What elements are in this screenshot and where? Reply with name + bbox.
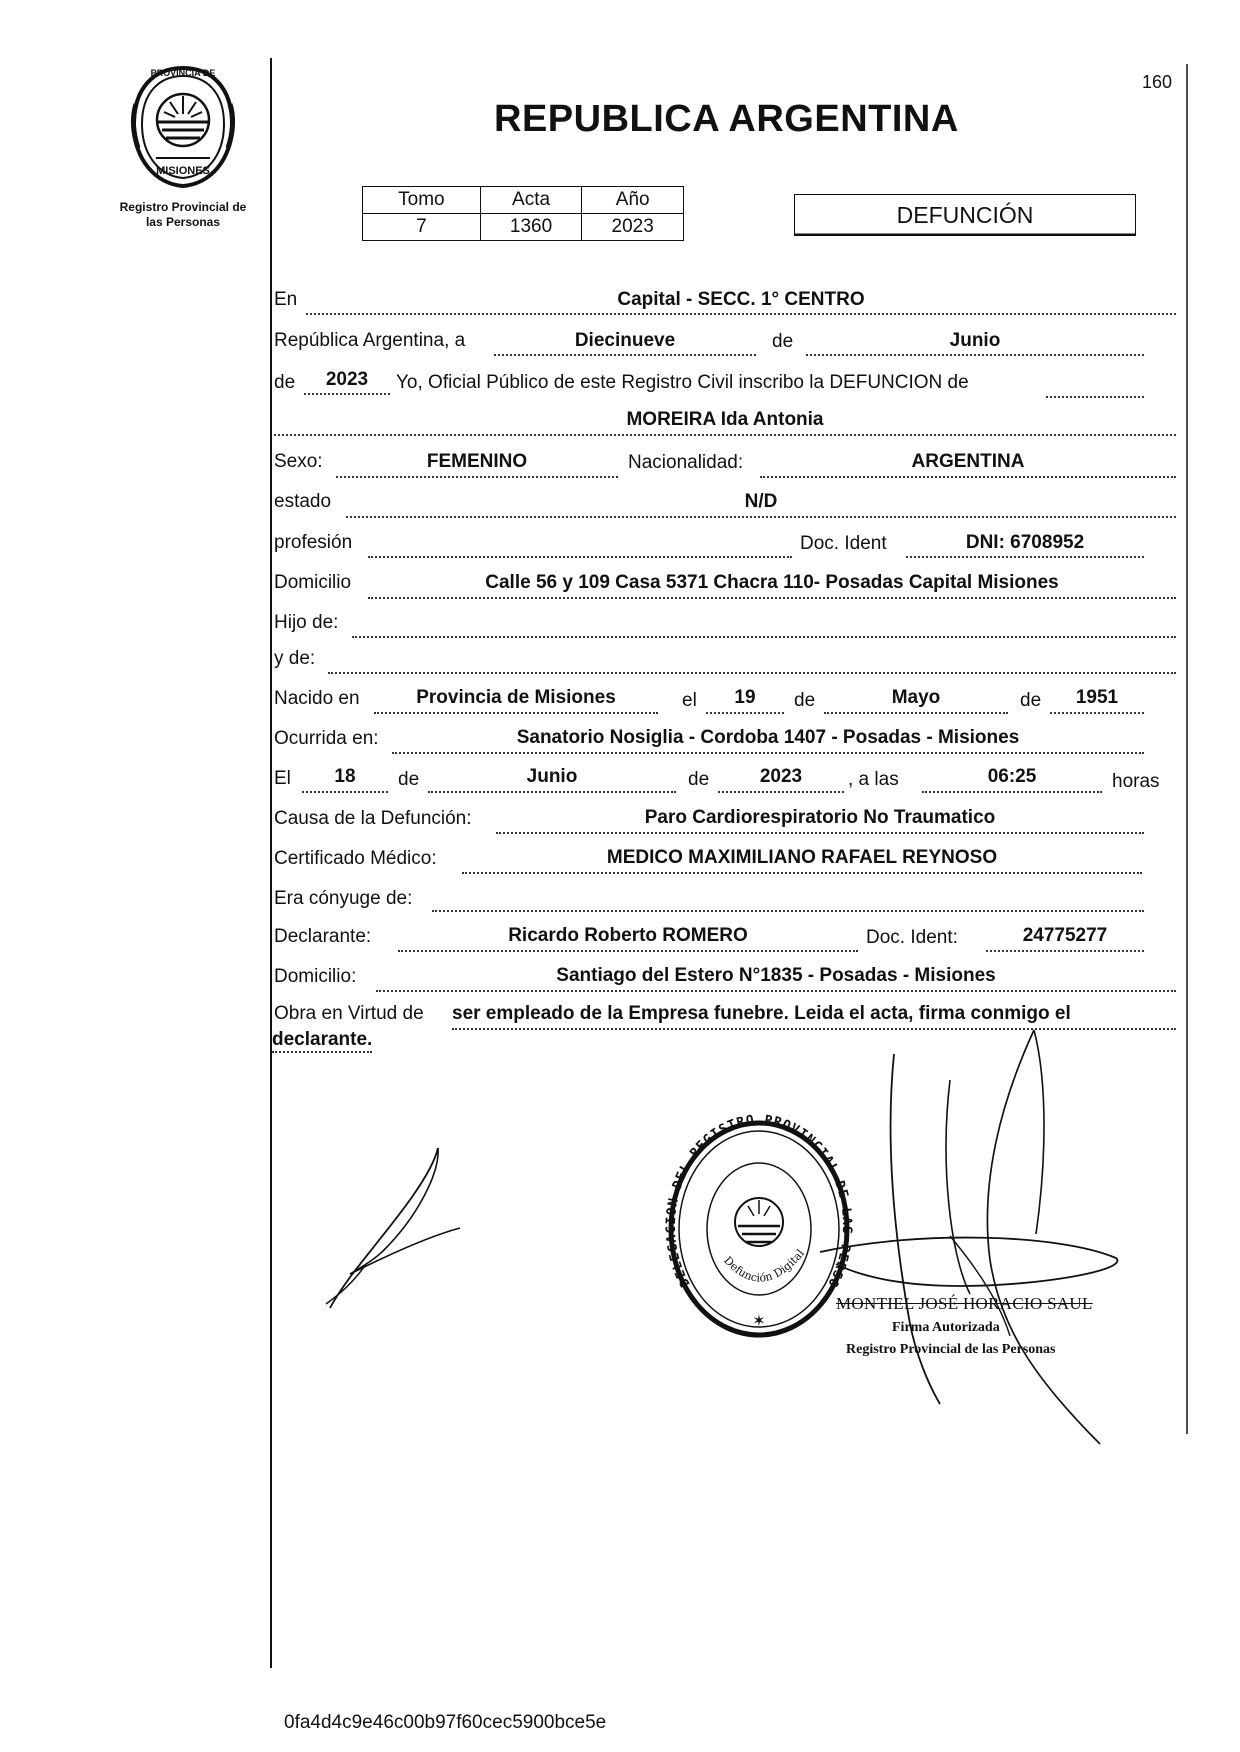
certificado-dotline: [462, 872, 1142, 874]
document-type-box: [794, 194, 1136, 236]
obra-value: ser empleado de la Empresa funebre. Leida el acta, firma conmigo el: [452, 1003, 1071, 1024]
death-el-label: El: [274, 768, 291, 789]
estado-value: N/D: [744, 491, 778, 512]
svg-text:✶: ✶: [752, 1311, 766, 1330]
death-month: Junio: [526, 766, 578, 787]
birth-month: Mayo: [891, 687, 941, 708]
declarante-value: Ricardo Roberto ROMERO: [508, 925, 748, 946]
nacionalidad-value: ARGENTINA: [911, 451, 1025, 472]
birth-day: 19: [734, 687, 756, 708]
profesion-dotline: [368, 556, 792, 558]
en-dotline: [306, 313, 1176, 315]
birth-day-dotline: [706, 712, 784, 714]
authorizing-signature: [800, 1024, 1140, 1464]
en-value: Capital - SECC. 1° CENTRO: [617, 289, 865, 310]
ocurrida-value: Sanatorio Nosiglia - Cordoba 1407 - Posadas - Misiones: [516, 727, 1020, 748]
nacionalidad-label: Nacionalidad:: [628, 452, 744, 473]
yo-text: Yo, Oficial Público de este Registro Civil inscribo la DEFUNCION de: [396, 372, 969, 393]
page-number: 160: [1142, 72, 1173, 92]
causa-value: Paro Cardiorespiratorio No Traumatico: [644, 807, 996, 828]
death-year: 2023: [759, 766, 803, 787]
stamp-emblem-icon: [735, 1198, 783, 1246]
stamp-ring-text: DELEGACION DEL REGISTRO PROVINCIAL DE LAS PERSO: [664, 1114, 854, 1291]
causa-label: Causa de la Defunción:: [274, 808, 472, 829]
certificado-value: MEDICO MAXIMILIANO RAFAEL REYNOSO: [606, 847, 998, 868]
declarant-signature: [320, 1144, 470, 1314]
birth-month-dotline: [824, 712, 1008, 714]
doc-ident-label: Doc. Ident: [800, 533, 887, 554]
domicilio-value: Calle 56 y 109 Casa 5371 Chacra 110- Posadas Capital Misiones: [485, 572, 1059, 593]
registry-caption: [98, 200, 268, 230]
decl-dom-dotline: [376, 990, 1176, 992]
birth-el-label: el: [682, 690, 697, 711]
declarante-dotline: [398, 950, 858, 952]
death-year-dotline: [718, 791, 844, 793]
alas-label: , a las: [848, 769, 899, 790]
seal-text-top: PROVINCIA DE: [150, 68, 216, 78]
left-margin-line: [270, 58, 272, 1668]
day-value: Diecinueve: [574, 330, 676, 351]
sexo-label: Sexo:: [274, 451, 323, 472]
register-value-anio: 2023: [582, 214, 684, 241]
domicilio-dotline: [368, 597, 1176, 599]
document-hash: 0fa4d4c9e46c00b97f60cec5900bce5e: [284, 1712, 607, 1733]
conyuge-label: Era cónyuge de:: [274, 888, 413, 909]
domicilio-label: Domicilio: [274, 572, 352, 593]
register-header-anio: Año: [582, 187, 684, 214]
register-header-row: [363, 187, 684, 214]
year-value: 2023: [325, 369, 369, 390]
signatory-role: Firma Autorizada: [892, 1320, 1000, 1335]
estado-label: estado: [274, 491, 332, 512]
month-value: Junio: [949, 330, 1001, 351]
year-dotline: [304, 393, 390, 395]
nacido-label: Nacido en: [274, 688, 360, 709]
register-header-acta: Acta: [480, 187, 582, 214]
yo-trailing-dotline: [1046, 396, 1144, 398]
seal-text-bottom: MISIONES: [156, 165, 210, 177]
yde-label: y de:: [274, 648, 316, 669]
page-title: REPUBLICA ARGENTINA: [494, 98, 959, 140]
month-de-label: de: [772, 331, 794, 352]
hijo-label: Hijo de:: [274, 612, 339, 633]
death-day: 18: [334, 766, 356, 787]
svg-text:Defunción Digital: [721, 1247, 807, 1285]
death-day-dotline: [302, 791, 388, 793]
causa-dotline: [496, 832, 1144, 834]
birth-year: 1951: [1075, 687, 1119, 708]
provincial-seal-icon: [128, 64, 238, 190]
registry-caption-line1: Registro Provincial de: [119, 200, 247, 214]
registry-caption-line2: las Personas: [145, 215, 221, 229]
death-time: 06:25: [987, 766, 1037, 787]
decl-doc-dotline: [986, 950, 1144, 952]
right-margin-line: [1186, 64, 1188, 1434]
death-month-dotline: [428, 791, 676, 793]
year-prefix-label: de: [274, 372, 296, 393]
decl-doc-value: 24775277: [1022, 925, 1108, 946]
doc-ident-dotline: [906, 556, 1144, 558]
horas-label: horas: [1112, 771, 1160, 792]
sexo-value: FEMENINO: [426, 451, 528, 472]
ocurrida-dotline: [392, 752, 1144, 754]
profesion-label: profesión: [274, 532, 353, 553]
certificado-label: Certificado Médico:: [274, 848, 437, 869]
declarante-label: Declarante:: [274, 926, 372, 947]
nacido-value: Provincia de Misiones: [416, 687, 616, 708]
stamp-inner-text: Defunción Digital: [721, 1246, 807, 1285]
nacionalidad-dotline: [760, 476, 1176, 478]
name-dotline: [274, 434, 1176, 436]
day-dotline: [494, 354, 756, 356]
en-label: En: [274, 289, 298, 310]
decl-dom-value: Santiago del Estero N°1835 - Posadas - Misiones: [556, 965, 996, 986]
hijo-dotline: [352, 636, 1176, 638]
decl-doc-label: Doc. Ident:: [866, 927, 958, 948]
death-de-label-1: de: [398, 769, 420, 790]
signatory-name: MONTIEL JOSÉ HORACIO SAUL: [836, 1294, 1093, 1313]
register-header-tomo: Tomo: [363, 187, 481, 214]
signatory-office: Registro Provincial de las Personas: [846, 1342, 1056, 1357]
register-value-row: [363, 214, 684, 241]
sexo-dotline: [336, 476, 618, 478]
month-dotline: [806, 354, 1144, 356]
nacido-dotline: [374, 712, 658, 714]
register-value-tomo: 7: [363, 214, 481, 241]
deceased-name: MOREIRA Ida Antonia: [626, 409, 824, 430]
document-type-label: DEFUNCIÓN: [896, 202, 1034, 228]
decl-dom-label: Domicilio:: [274, 966, 357, 987]
death-de-label-2: de: [688, 769, 710, 790]
republica-label: República Argentina, a: [274, 330, 466, 351]
ocurrida-label: Ocurrida en:: [274, 728, 379, 749]
birth-de-label-2: de: [1020, 690, 1042, 711]
conyuge-dotline: [432, 910, 1144, 912]
death-time-dotline: [922, 791, 1102, 793]
birth-year-dotline: [1050, 712, 1144, 714]
yde-dotline: [328, 672, 1176, 674]
register-value-acta: 1360: [480, 214, 582, 241]
birth-de-label-1: de: [794, 690, 816, 711]
doc-ident-value: DNI: 6708952: [965, 532, 1085, 553]
obra-label: Obra en Virtud de: [274, 1003, 424, 1024]
register-table: [362, 186, 684, 241]
estado-dotline: [346, 516, 1176, 518]
obra-value-line2: declarante.: [272, 1029, 372, 1053]
